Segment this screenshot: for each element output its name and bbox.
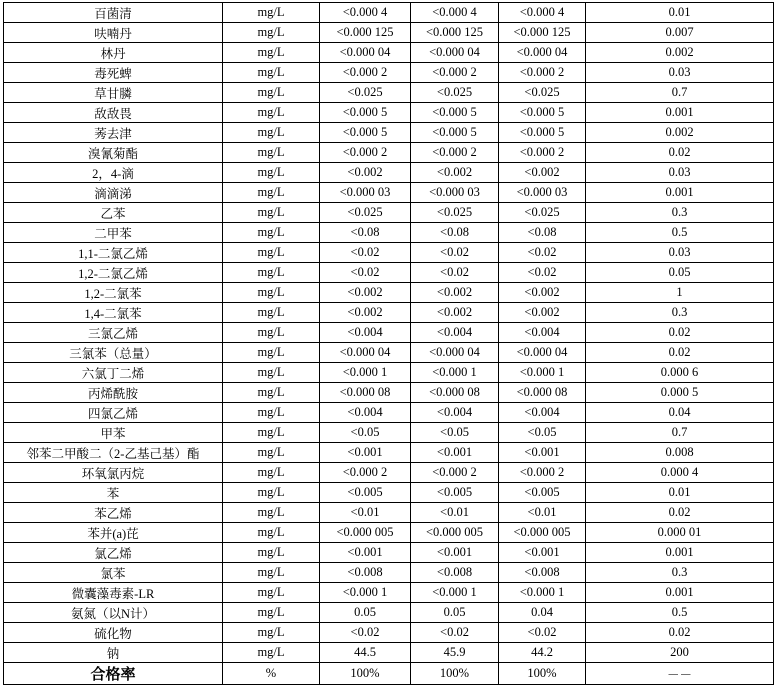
unit-cell: mg/L [223,643,320,663]
sample-2-cell: <0.000 2 [411,143,499,163]
sample-1-cell: <0.005 [320,483,411,503]
limit-cell: 0.01 [586,3,774,23]
sample-3-cell: <0.002 [499,303,586,323]
table-row [4,123,774,143]
sample-3-cell: <0.001 [499,443,586,463]
unit-cell: mg/L [223,83,320,103]
item-name-cell: 溴氰菊酯 [4,143,223,163]
limit-cell: 0.03 [586,243,774,263]
sample-1-cell: <0.000 1 [320,363,411,383]
item-name-cell: 苯 [4,483,223,503]
sample-3-cell: <0.02 [499,263,586,283]
unit-cell: mg/L [223,3,320,23]
item-name-cell: 三氯乙烯 [4,323,223,343]
unit-cell: mg/L [223,243,320,263]
limit-cell: 0.000 6 [586,363,774,383]
sample-3-cell: <0.000 5 [499,103,586,123]
sample-2-cell: 100% [411,663,499,685]
item-name-cell: 百菌清 [4,3,223,23]
item-name-cell: 四氯乙烯 [4,403,223,423]
sample-3-cell: <0.05 [499,423,586,443]
table-row [4,423,774,443]
sample-1-cell: <0.025 [320,83,411,103]
sample-1-cell: <0.000 2 [320,63,411,83]
limit-cell: 0.7 [586,83,774,103]
sample-2-cell: <0.000 4 [411,3,499,23]
item-name-cell: 微囊藻毒素-LR [4,583,223,603]
limit-cell: －－ [586,663,774,685]
limit-cell: 0.007 [586,23,774,43]
sample-1-cell: <0.000 5 [320,103,411,123]
sample-3-cell: <0.000 2 [499,63,586,83]
sample-2-cell: <0.005 [411,483,499,503]
limit-cell: 0.000 01 [586,523,774,543]
limit-cell: 0.3 [586,303,774,323]
sample-2-cell: <0.002 [411,163,499,183]
sample-1-cell: <0.000 4 [320,3,411,23]
sample-1-cell: <0.002 [320,163,411,183]
sample-3-cell: <0.000 2 [499,143,586,163]
table-row [4,483,774,503]
water-quality-table [3,2,774,685]
limit-cell: 1 [586,283,774,303]
unit-cell: % [223,663,320,685]
sample-1-cell: <0.000 04 [320,343,411,363]
sample-1-cell: <0.002 [320,283,411,303]
limit-cell: 0.000 5 [586,383,774,403]
limit-cell: 0.02 [586,143,774,163]
unit-cell: mg/L [223,163,320,183]
unit-cell: mg/L [223,463,320,483]
table-row [4,403,774,423]
item-name-cell: 1,2-二氯乙烯 [4,263,223,283]
sample-3-cell: <0.008 [499,563,586,583]
sample-3-cell: <0.025 [499,203,586,223]
sample-2-cell: <0.05 [411,423,499,443]
sample-2-cell: 0.05 [411,603,499,623]
sample-2-cell: <0.004 [411,323,499,343]
sample-1-cell: <0.01 [320,503,411,523]
sample-1-cell: <0.08 [320,223,411,243]
unit-cell: mg/L [223,443,320,463]
table-row [4,83,774,103]
table-row [4,363,774,383]
sample-3-cell: <0.004 [499,403,586,423]
table-row [4,463,774,483]
sample-2-cell: <0.000 125 [411,23,499,43]
unit-cell: mg/L [223,23,320,43]
table-row [4,63,774,83]
sample-2-cell: <0.008 [411,563,499,583]
sample-1-cell: <0.001 [320,543,411,563]
sample-1-cell: <0.02 [320,623,411,643]
table-body [4,3,774,685]
table-row [4,323,774,343]
table-row [4,303,774,323]
sample-2-cell: <0.000 1 [411,583,499,603]
unit-cell: mg/L [223,503,320,523]
sample-3-cell: <0.01 [499,503,586,523]
sample-2-cell: <0.02 [411,623,499,643]
sample-3-cell: <0.08 [499,223,586,243]
item-name-cell: 2，4-滴 [4,163,223,183]
table-row [4,503,774,523]
item-name-cell: 丙烯酰胺 [4,383,223,403]
sample-1-cell: <0.004 [320,323,411,343]
limit-cell: 0.02 [586,623,774,643]
table-row [4,543,774,563]
sample-2-cell: <0.000 005 [411,523,499,543]
table-row [4,3,774,23]
sample-3-cell: <0.02 [499,623,586,643]
sample-2-cell: <0.002 [411,303,499,323]
item-name-cell: 苯并(a)芘 [4,523,223,543]
sample-1-cell: <0.002 [320,303,411,323]
table-row [4,343,774,363]
sample-1-cell: 44.5 [320,643,411,663]
unit-cell: mg/L [223,103,320,123]
table-row [4,583,774,603]
sample-1-cell: <0.000 2 [320,143,411,163]
sample-2-cell: <0.000 2 [411,63,499,83]
sample-3-cell: <0.000 5 [499,123,586,143]
table-row [4,563,774,583]
table-row [4,43,774,63]
sample-1-cell: <0.02 [320,263,411,283]
item-name-cell: 氯乙烯 [4,543,223,563]
unit-cell: mg/L [223,583,320,603]
item-name-cell: 硫化物 [4,623,223,643]
item-name-cell: 滴滴涕 [4,183,223,203]
sample-1-cell: 100% [320,663,411,685]
item-name-cell: 六氯丁二烯 [4,363,223,383]
item-name-cell: 乙苯 [4,203,223,223]
limit-cell: 0.04 [586,403,774,423]
limit-cell: 0.01 [586,483,774,503]
unit-cell: mg/L [223,183,320,203]
item-name-cell: 林丹 [4,43,223,63]
unit-cell: mg/L [223,383,320,403]
sample-3-cell: <0.02 [499,243,586,263]
sample-3-cell: <0.000 1 [499,583,586,603]
table-row [4,523,774,543]
sample-3-cell: <0.005 [499,483,586,503]
item-name-cell: 1,1-二氯乙烯 [4,243,223,263]
sample-3-cell: <0.000 125 [499,23,586,43]
unit-cell: mg/L [223,403,320,423]
item-name-cell: 二甲苯 [4,223,223,243]
sample-2-cell: <0.02 [411,263,499,283]
sample-2-cell: <0.001 [411,543,499,563]
table-row [4,103,774,123]
sample-2-cell: <0.01 [411,503,499,523]
limit-cell: 0.001 [586,183,774,203]
sample-3-cell: <0.000 03 [499,183,586,203]
item-name-cell: 1,4-二氯苯 [4,303,223,323]
sample-2-cell: <0.025 [411,203,499,223]
table-row [4,623,774,643]
sample-1-cell: <0.000 03 [320,183,411,203]
unit-cell: mg/L [223,343,320,363]
unit-cell: mg/L [223,43,320,63]
limit-cell: 0.3 [586,563,774,583]
table-row [4,203,774,223]
limit-cell: 0.02 [586,323,774,343]
unit-cell: mg/L [223,263,320,283]
unit-cell: mg/L [223,603,320,623]
unit-cell: mg/L [223,223,320,243]
unit-cell: mg/L [223,543,320,563]
sample-3-cell: <0.002 [499,163,586,183]
sample-2-cell: <0.000 2 [411,463,499,483]
sample-1-cell: <0.025 [320,203,411,223]
sample-2-cell: <0.004 [411,403,499,423]
sample-1-cell: <0.000 005 [320,523,411,543]
sample-1-cell: <0.05 [320,423,411,443]
sample-2-cell: <0.002 [411,283,499,303]
table-row [4,283,774,303]
sample-3-cell: <0.000 08 [499,383,586,403]
table-row [4,263,774,283]
table-row [4,243,774,263]
sample-2-cell: <0.000 5 [411,123,499,143]
table-row [4,383,774,403]
item-name-cell: 敌敌畏 [4,103,223,123]
item-name-cell: 氨氮（以N计） [4,603,223,623]
item-name-cell: 钠 [4,643,223,663]
sample-1-cell: <0.000 5 [320,123,411,143]
item-name-cell: 毒死蜱 [4,63,223,83]
unit-cell: mg/L [223,303,320,323]
sample-1-cell: <0.000 2 [320,463,411,483]
sample-1-cell: <0.004 [320,403,411,423]
unit-cell: mg/L [223,523,320,543]
sample-1-cell: <0.000 08 [320,383,411,403]
table-row [4,143,774,163]
sample-2-cell: <0.000 04 [411,43,499,63]
unit-cell: mg/L [223,363,320,383]
table-row [4,603,774,623]
sample-2-cell: <0.025 [411,83,499,103]
table-row [4,183,774,203]
summary-row [4,663,774,685]
limit-cell: 0.002 [586,123,774,143]
sample-2-cell: <0.000 08 [411,383,499,403]
sample-3-cell: 0.04 [499,603,586,623]
unit-cell: mg/L [223,63,320,83]
item-name-cell: 三氯苯（总量） [4,343,223,363]
sample-3-cell: <0.000 1 [499,363,586,383]
limit-cell: 0.001 [586,103,774,123]
sample-3-cell: <0.000 005 [499,523,586,543]
table-row [4,23,774,43]
unit-cell: mg/L [223,283,320,303]
unit-cell: mg/L [223,483,320,503]
sample-1-cell: <0.000 1 [320,583,411,603]
item-name-cell: 环氧氯丙烷 [4,463,223,483]
item-name-cell: 邻苯二甲酸二（2-乙基己基）酯 [4,443,223,463]
item-name-cell: 合格率 [4,663,223,685]
sample-1-cell: <0.000 125 [320,23,411,43]
sample-2-cell: <0.000 04 [411,343,499,363]
sample-3-cell: <0.000 4 [499,3,586,23]
sample-2-cell: <0.000 5 [411,103,499,123]
sample-3-cell: <0.004 [499,323,586,343]
sample-1-cell: <0.02 [320,243,411,263]
unit-cell: mg/L [223,323,320,343]
limit-cell: 0.02 [586,503,774,523]
sample-2-cell: <0.000 1 [411,363,499,383]
sample-3-cell: <0.002 [499,283,586,303]
sample-3-cell: <0.025 [499,83,586,103]
sample-1-cell: <0.000 04 [320,43,411,63]
table-row [4,223,774,243]
item-name-cell: 氯苯 [4,563,223,583]
sample-3-cell: <0.000 2 [499,463,586,483]
table-row [4,643,774,663]
sample-2-cell: 45.9 [411,643,499,663]
limit-cell: 0.05 [586,263,774,283]
item-name-cell: 莠去津 [4,123,223,143]
limit-cell: 0.03 [586,63,774,83]
unit-cell: mg/L [223,423,320,443]
limit-cell: 0.02 [586,343,774,363]
limit-cell: 0.001 [586,543,774,563]
sample-2-cell: <0.000 03 [411,183,499,203]
item-name-cell: 呋喃丹 [4,23,223,43]
limit-cell: 0.5 [586,223,774,243]
limit-cell: 0.7 [586,423,774,443]
unit-cell: mg/L [223,143,320,163]
item-name-cell: 甲苯 [4,423,223,443]
limit-cell: 0.000 4 [586,463,774,483]
limit-cell: 0.008 [586,443,774,463]
limit-cell: 200 [586,643,774,663]
unit-cell: mg/L [223,123,320,143]
limit-cell: 0.5 [586,603,774,623]
sample-3-cell: <0.000 04 [499,43,586,63]
sample-1-cell: 0.05 [320,603,411,623]
limit-cell: 0.001 [586,583,774,603]
unit-cell: mg/L [223,563,320,583]
limit-cell: 0.3 [586,203,774,223]
sample-3-cell: 100% [499,663,586,685]
unit-cell: mg/L [223,203,320,223]
sample-3-cell: 44.2 [499,643,586,663]
sample-2-cell: <0.02 [411,243,499,263]
limit-cell: 0.002 [586,43,774,63]
item-name-cell: 苯乙烯 [4,503,223,523]
sample-2-cell: <0.001 [411,443,499,463]
sample-1-cell: <0.001 [320,443,411,463]
sample-2-cell: <0.08 [411,223,499,243]
item-name-cell: 1,2-二氯苯 [4,283,223,303]
table-row [4,443,774,463]
sample-3-cell: <0.001 [499,543,586,563]
table-row [4,163,774,183]
unit-cell: mg/L [223,623,320,643]
limit-cell: 0.03 [586,163,774,183]
item-name-cell: 草甘膦 [4,83,223,103]
sample-3-cell: <0.000 04 [499,343,586,363]
sample-1-cell: <0.008 [320,563,411,583]
